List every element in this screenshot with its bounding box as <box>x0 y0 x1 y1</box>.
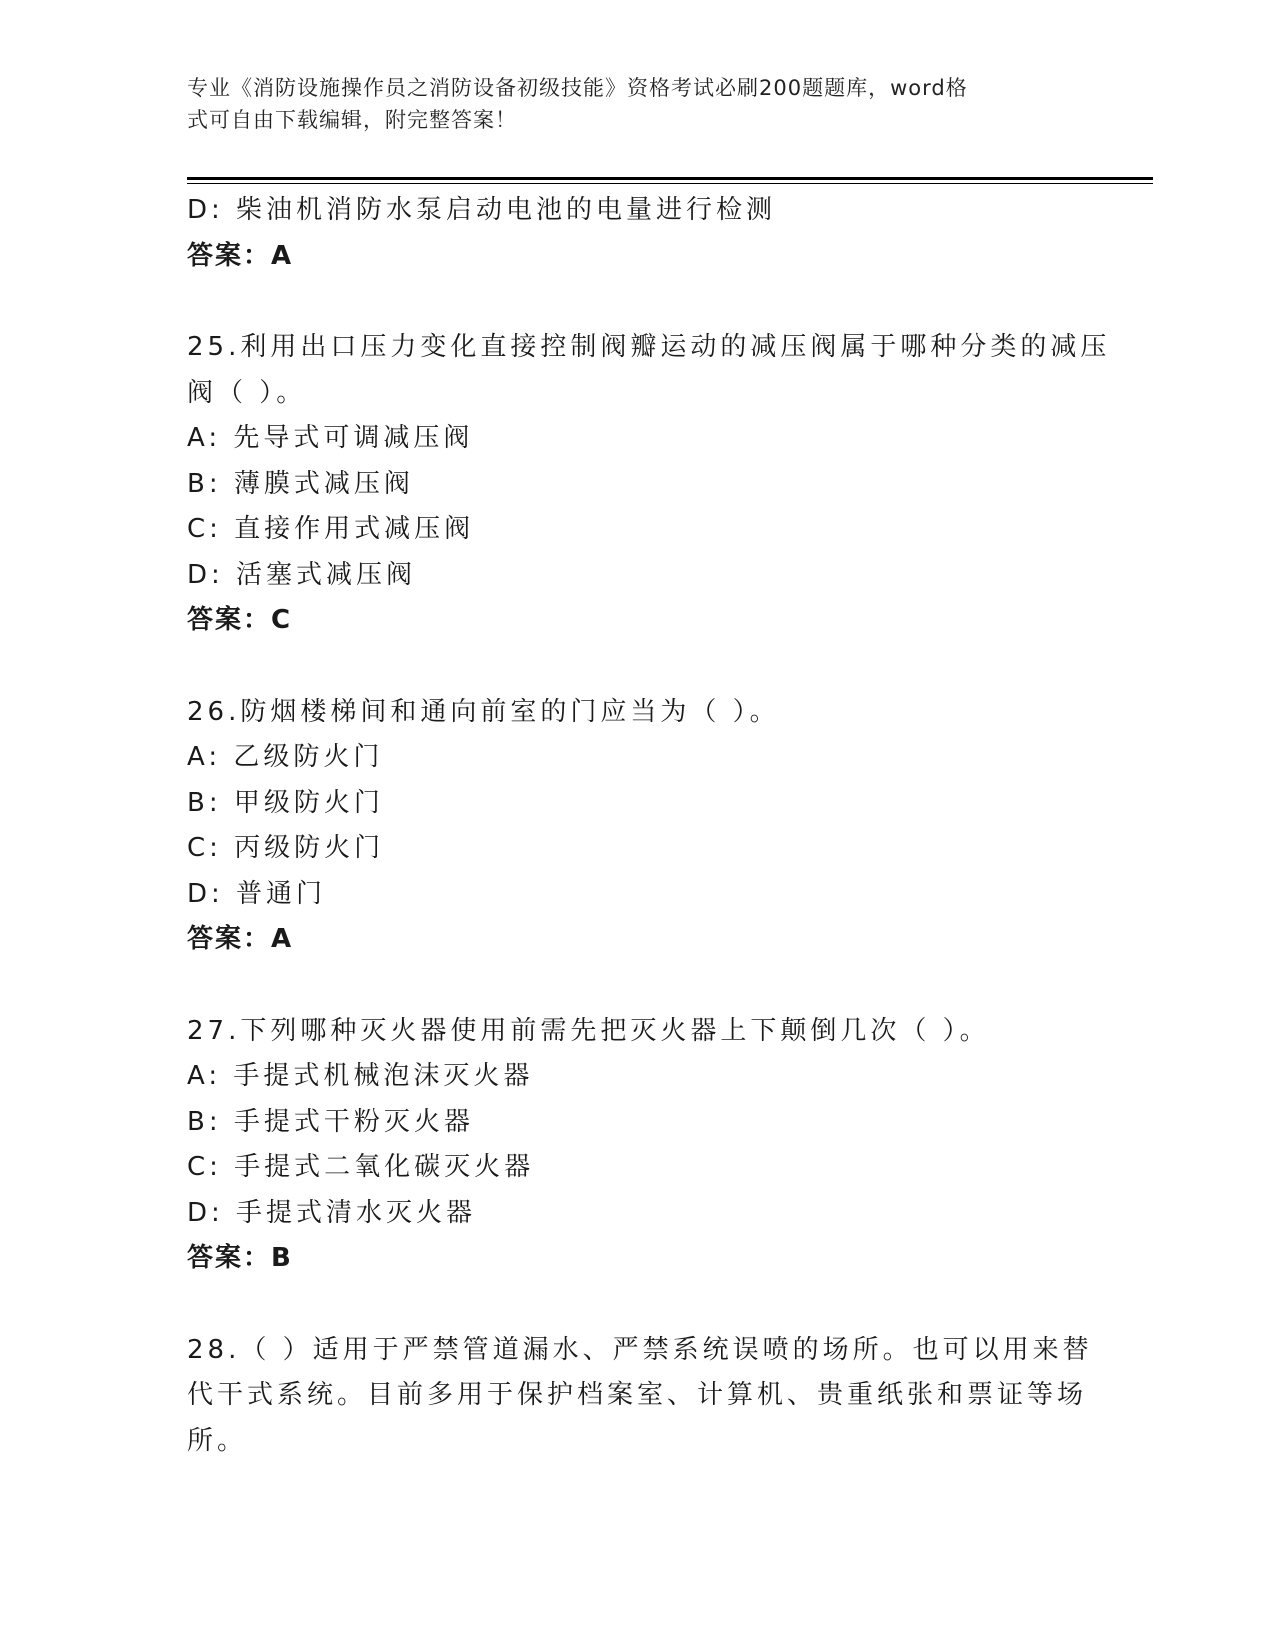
option-a: A: 乙级防火门 <box>187 742 384 772</box>
spacer <box>187 963 1087 1009</box>
option-d: D: 手提式清水灭火器 <box>187 1197 477 1228</box>
document-header <box>187 72 1067 136</box>
question-text-line: 阀（ ）。 <box>187 377 307 408</box>
question-list <box>187 188 1111 1464</box>
question-text-line: 28.（ ）适用于严禁管道漏水、严禁系统误喷的场所。也可以用来替 <box>187 1334 1093 1365</box>
header-line-1: 专业《消防设施操作员之消防设备初级技能》资格考试必刷200题题库，word格 <box>187 76 968 100</box>
question-28 <box>187 1328 1093 1465</box>
option-c: C: 手提式二氧化碳灭火器 <box>187 1152 535 1182</box>
header-line-2: 式可自由下载编辑，附完整答案！ <box>187 108 517 132</box>
answer: 答案：C <box>187 605 293 635</box>
question-text-line: 26.防烟楼梯间和通向前室的门应当为（ ）。 <box>187 696 780 727</box>
question-25 <box>187 325 1111 644</box>
option-b: B: 甲级防火门 <box>187 787 384 818</box>
option-a: A: 手提式机械泡沫灭火器 <box>187 1061 534 1091</box>
answer: 答案：B <box>187 1243 293 1273</box>
option-d: D: 普通门 <box>187 878 327 909</box>
header-rule-thin <box>187 183 1153 184</box>
question-text-line: 代干式系统。目前多用于保护档案室、计算机、贵重纸张和票证等场 <box>187 1380 1088 1410</box>
option-c: C: 直接作用式减压阀 <box>187 514 475 544</box>
spacer <box>187 644 1087 690</box>
answer: 答案：A <box>187 924 294 954</box>
option-b: B: 薄膜式减压阀 <box>187 468 414 499</box>
option-b: B: 手提式干粉灭火器 <box>187 1106 474 1137</box>
option-c: C: 丙级防火门 <box>187 833 385 863</box>
question-26 <box>187 690 1087 963</box>
option-d: D: 柴油机消防水泵启动电池的电量进行检测 <box>187 195 777 225</box>
spacer <box>187 1282 1087 1328</box>
option-d: D: 活塞式减压阀 <box>187 559 417 590</box>
question-text-line: 27.下列哪种灭火器使用前需先把灭火器上下颠倒几次（ ）。 <box>187 1015 990 1046</box>
answer: 答案：A <box>187 240 294 271</box>
question-text-line: 25.利用出口压力变化直接控制阀瓣运动的减压阀属于哪种分类的减压 <box>187 332 1111 362</box>
header-rule-thick <box>187 177 1153 180</box>
question-text-line: 所。 <box>187 1425 248 1456</box>
continuation-block <box>187 188 1087 279</box>
question-27 <box>187 1009 1087 1282</box>
option-a: A: 先导式可调减压阀 <box>187 423 474 453</box>
spacer <box>187 279 1087 325</box>
